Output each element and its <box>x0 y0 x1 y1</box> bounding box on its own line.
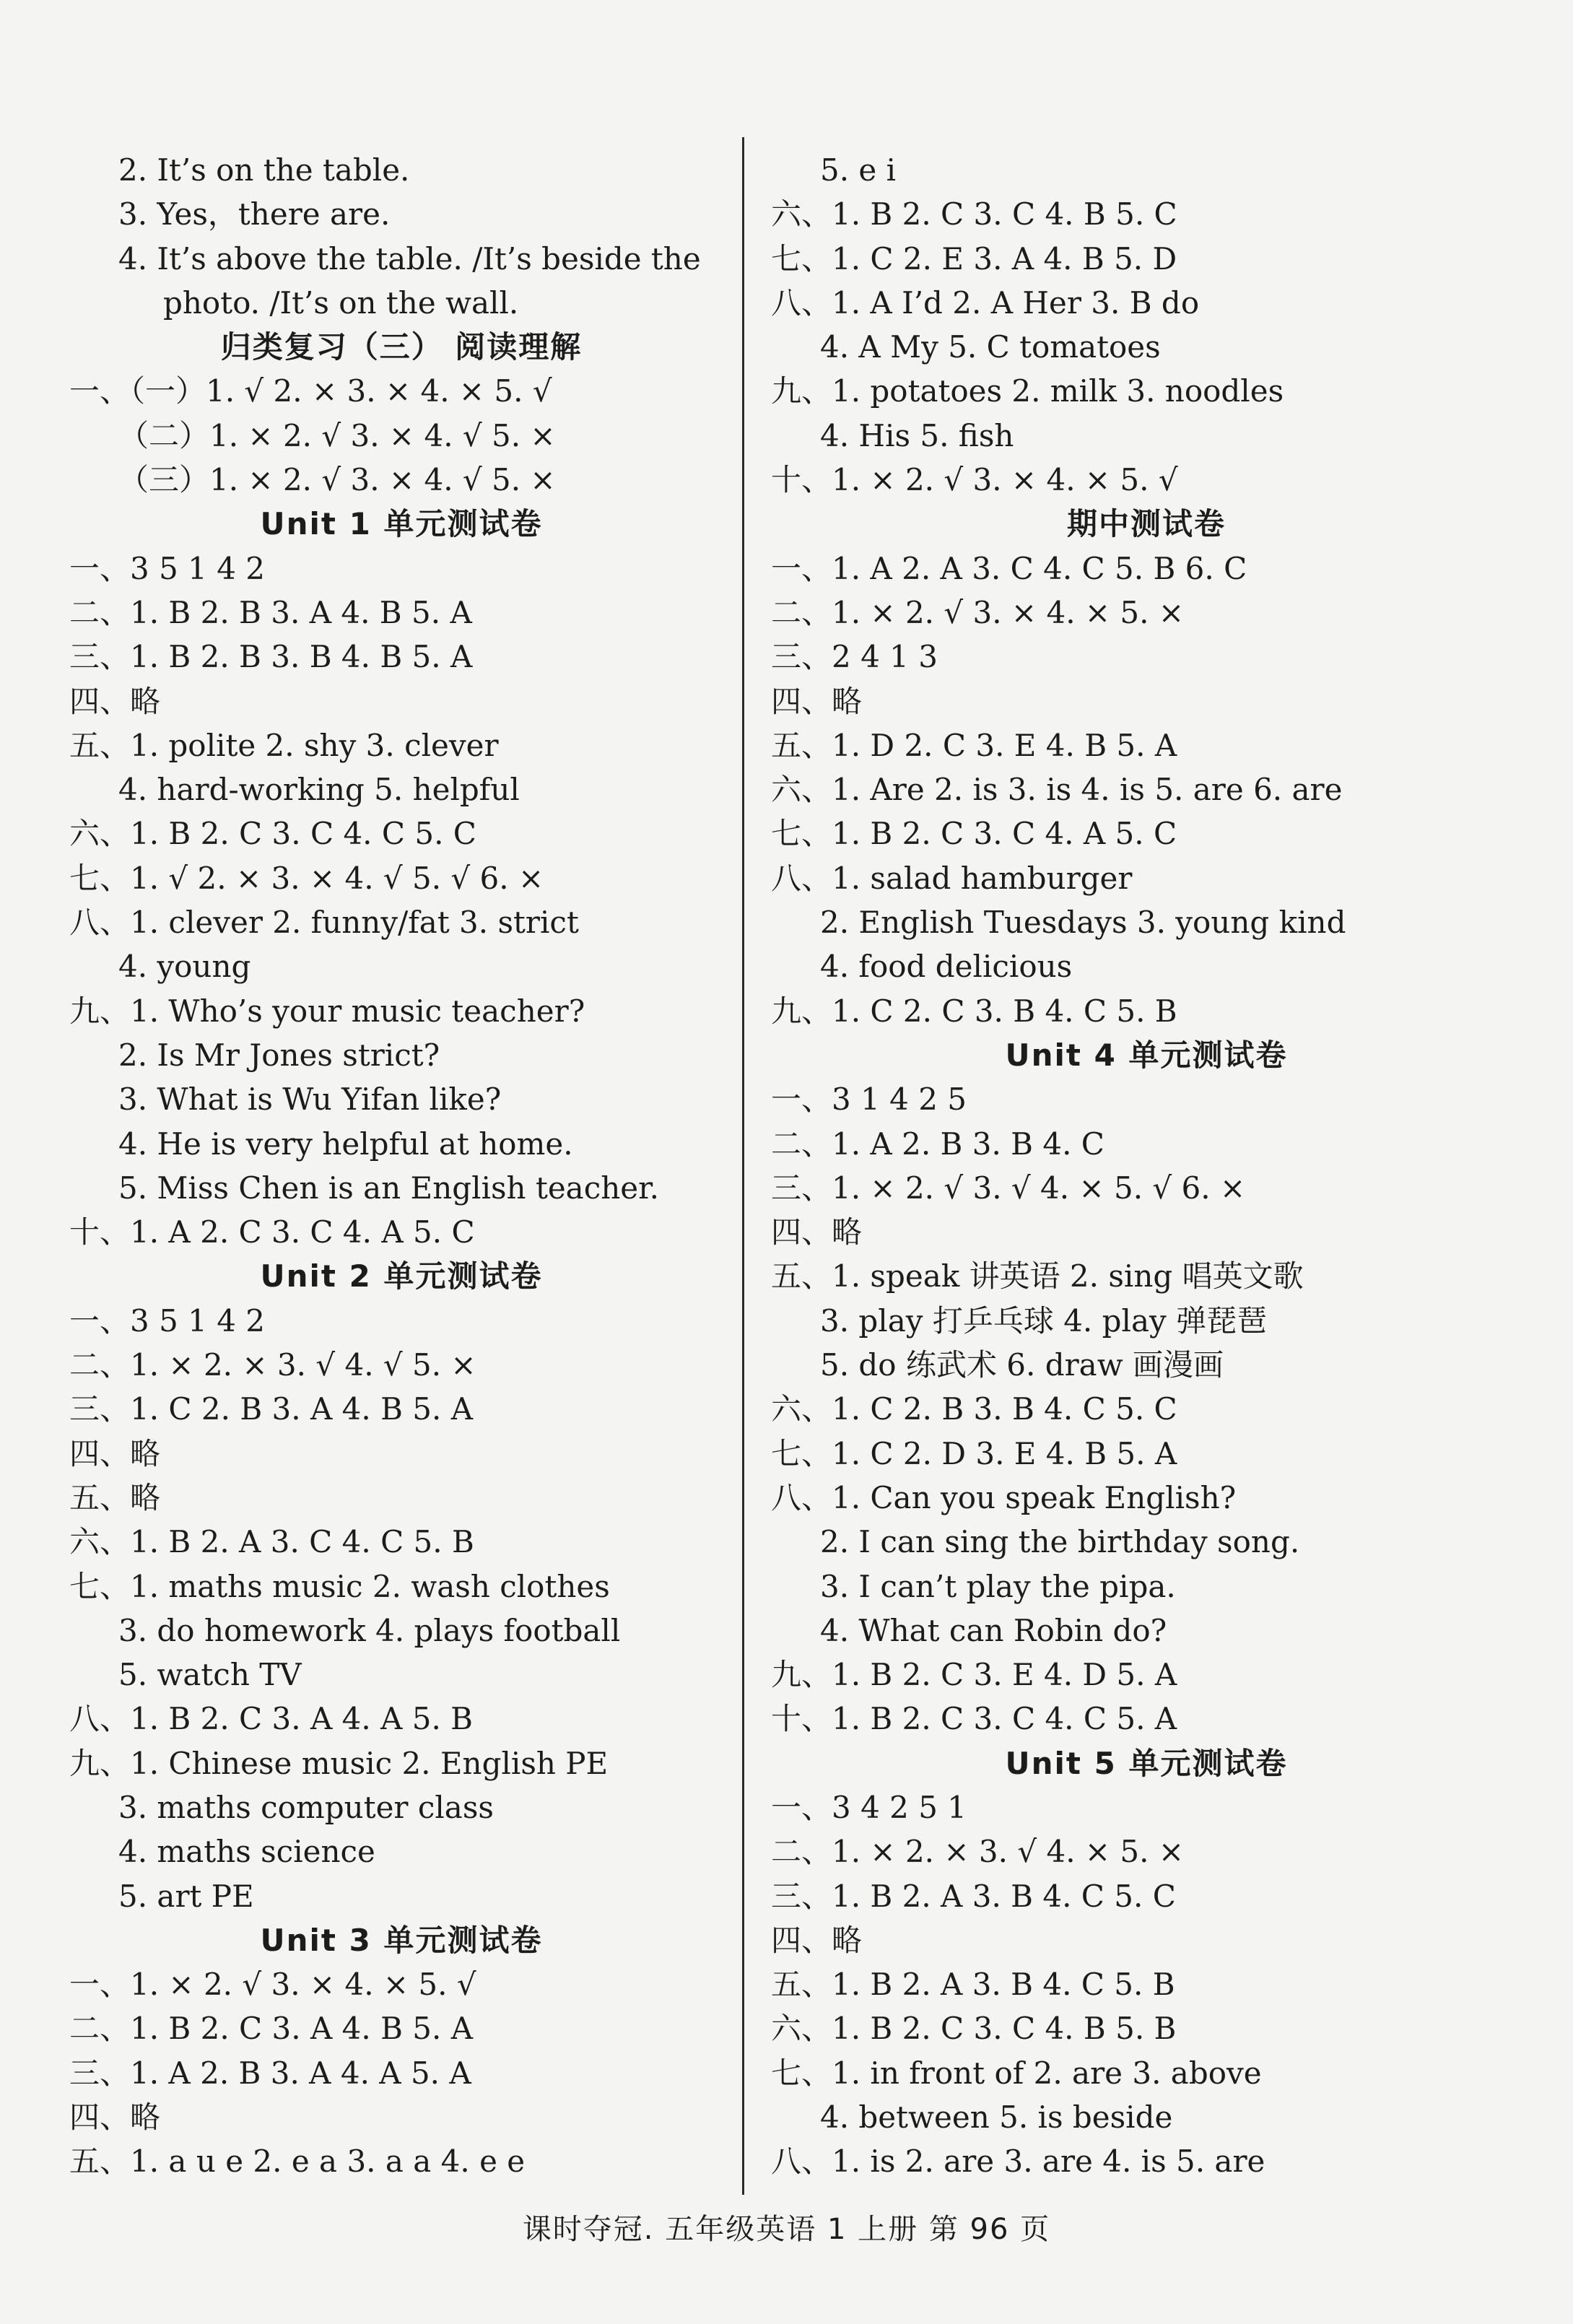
answer-line: 4. young <box>118 949 251 985</box>
answer-line: 一、（一）1. √ 2. × 3. × 4. × 5. √ <box>69 373 552 409</box>
answer-line: 五、1. speak 讲英语 2. sing 唱英文歌 <box>771 1258 1304 1294</box>
section-heading: Unit 4 单元测试卷 <box>1005 1037 1288 1073</box>
answer-line: 四、略 <box>771 1214 863 1250</box>
section-heading: Unit 1 单元测试卷 <box>260 506 543 542</box>
answer-line: 5. Miss Chen is an English teacher. <box>118 1170 659 1206</box>
answer-line: 2. English Tuesdays 3. young kind <box>820 905 1346 941</box>
answer-line: 2. It’s on the table. <box>118 152 410 188</box>
page-footer: 课时夺冠. 五年级英语 1 上册 第 96 页 <box>522 2213 1051 2246</box>
section-heading: Unit 2 单元测试卷 <box>260 1258 543 1294</box>
answer-line: 九、1. potatoes 2. milk 3. noodles <box>771 373 1284 409</box>
answer-line: 4. What can Robin do? <box>820 1612 1167 1648</box>
answer-line: 4. It’s above the table. /It’s beside the <box>118 240 701 277</box>
answer-line: 二、1. × 2. √ 3. × 4. × 5. × <box>771 594 1185 630</box>
answer-line: 三、2 4 1 3 <box>771 639 938 675</box>
answer-line: 二、1. B 2. C 3. A 4. B 5. A <box>69 2011 474 2047</box>
answer-line: 七、1. maths music 2. wash clothes <box>69 1568 610 1604</box>
answer-line: 七、1. √ 2. × 3. × 4. √ 5. √ 6. × <box>69 860 544 896</box>
answer-line: 二、1. × 2. × 3. √ 4. × 5. × <box>771 1834 1185 1870</box>
left-column <box>69 148 733 2184</box>
answer-line: 一、3 1 4 2 5 <box>771 1082 967 1118</box>
answer-line: 十、1. B 2. C 3. C 4. C 5. A <box>771 1701 1177 1737</box>
answer-line: 七、1. C 2. D 3. E 4. B 5. A <box>771 1435 1177 1471</box>
answer-line: 二、1. A 2. B 3. B 4. C <box>771 1126 1104 1162</box>
answer-line: 二、1. B 2. B 3. A 4. B 5. A <box>69 594 472 630</box>
answer-line: 一、3 5 1 4 2 <box>69 550 266 586</box>
answer-line: 十、1. × 2. √ 3. × 4. × 5. √ <box>771 462 1178 498</box>
answer-line: 五、1. polite 2. shy 3. clever <box>69 727 499 763</box>
answer-line: 三、1. B 2. A 3. B 4. C 5. C <box>771 1878 1176 1914</box>
answer-line: 五、略 <box>69 1479 161 1515</box>
answer-line: 3. do homework 4. plays football <box>118 1612 621 1648</box>
answer-line: 5. e i <box>820 152 897 188</box>
answer-line: （二）1. × 2. √ 3. × 4. √ 5. × <box>118 417 556 453</box>
answer-line: 4. maths science <box>118 1834 375 1870</box>
answer-line: 七、1. C 2. E 3. A 4. B 5. D <box>771 240 1177 277</box>
answer-line: 5. do 练武术 6. draw 画漫画 <box>820 1347 1224 1383</box>
answer-line: 4. hard-working 5. helpful <box>118 772 520 808</box>
answer-line: 3. I can’t play the pipa. <box>820 1568 1176 1604</box>
answer-line: 三、1. × 2. √ 3. √ 4. × 5. √ 6. × <box>771 1170 1246 1206</box>
answer-line: 五、1. a u e 2. e a 3. a a 4. e e <box>69 2144 526 2180</box>
answer-line: 一、3 4 2 5 1 <box>771 1789 967 1825</box>
answer-line: 4. He is very helpful at home. <box>118 1126 573 1162</box>
answer-line: 十、1. A 2. C 3. C 4. A 5. C <box>69 1214 475 1250</box>
answer-line: 九、1. Who’s your music teacher? <box>69 993 585 1029</box>
answer-line: 5. watch TV <box>118 1657 302 1693</box>
answer-line: photo. /It’s on the wall. <box>163 284 519 321</box>
answer-line: 九、1. C 2. C 3. B 4. C 5. B <box>771 993 1177 1029</box>
answer-line: 一、1. × 2. √ 3. × 4. × 5. √ <box>69 1967 476 2003</box>
answer-line: 3. What is Wu Yifan like? <box>118 1082 502 1118</box>
answer-line: 3. play 打乒乓球 4. play 弹琵琶 <box>820 1302 1268 1339</box>
answer-line: 六、1. B 2. C 3. C 4. C 5. C <box>69 816 476 852</box>
answer-line: 四、略 <box>69 683 161 719</box>
answer-line: 4. His 5. fish <box>820 417 1014 453</box>
column-divider <box>742 137 744 2195</box>
answer-line: 六、1. C 2. B 3. B 4. C 5. C <box>771 1391 1177 1427</box>
answer-line: 五、1. D 2. C 3. E 4. B 5. A <box>771 727 1177 763</box>
answer-line: 六、1. B 2. C 3. C 4. B 5. B <box>771 2011 1177 2047</box>
section-heading: 归类复习（三） 阅读理解 <box>220 329 583 365</box>
answer-line: 九、1. Chinese music 2. English PE <box>69 1745 609 1781</box>
answer-line: 六、1. Are 2. is 3. is 4. is 5. are 6. are <box>771 772 1343 808</box>
answer-line: 三、1. A 2. B 3. A 4. A 5. A <box>69 2055 471 2091</box>
answer-line: 四、略 <box>771 683 863 719</box>
answer-line: 八、1. salad hamburger <box>771 860 1133 896</box>
answer-line: 三、1. C 2. B 3. A 4. B 5. A <box>69 1391 474 1427</box>
answer-line: 2. Is Mr Jones strict? <box>118 1037 440 1073</box>
answer-line: 五、1. B 2. A 3. B 4. C 5. B <box>771 1967 1175 2003</box>
section-heading: Unit 5 单元测试卷 <box>1005 1745 1288 1781</box>
answer-line: 4. food delicious <box>820 949 1073 985</box>
answer-line: 七、1. in front of 2. are 3. above <box>771 2055 1262 2091</box>
answer-line: 四、略 <box>69 1435 161 1471</box>
answer-line: 三、1. B 2. B 3. B 4. B 5. A <box>69 639 473 675</box>
answer-line: 四、略 <box>771 1922 863 1958</box>
answer-line: 5. art PE <box>118 1878 254 1914</box>
answer-line: 一、1. A 2. A 3. C 4. C 5. B 6. C <box>771 550 1247 586</box>
answer-line: 二、1. × 2. × 3. √ 4. √ 5. × <box>69 1347 476 1383</box>
section-heading: 期中测试卷 <box>1066 506 1226 542</box>
answer-line: 八、1. B 2. C 3. A 4. A 5. B <box>69 1701 474 1737</box>
right-column <box>771 148 1522 2184</box>
answer-line: 4. A My 5. C tomatoes <box>820 329 1161 365</box>
answer-line: 八、1. Can you speak English? <box>771 1479 1237 1515</box>
answer-line: 八、1. clever 2. funny/fat 3. strict <box>69 905 579 941</box>
answer-line: 六、1. B 2. C 3. C 4. B 5. C <box>771 196 1177 232</box>
answer-line: 4. between 5. is beside <box>820 2099 1173 2136</box>
answer-line: 八、1. A I’d 2. A Her 3. B do <box>771 284 1200 321</box>
answer-line: 八、1. is 2. are 3. are 4. is 5. are <box>771 2144 1265 2180</box>
answer-line: 3. Yes，there are. <box>118 196 391 232</box>
answer-line: （三）1. × 2. √ 3. × 4. √ 5. × <box>118 462 556 498</box>
answer-line: 九、1. B 2. C 3. E 4. D 5. A <box>771 1657 1177 1693</box>
answer-line: 四、略 <box>69 2099 161 2136</box>
answer-line: 七、1. B 2. C 3. C 4. A 5. C <box>771 816 1177 852</box>
answer-line: 3. maths computer class <box>118 1789 494 1825</box>
answer-line: 一、3 5 1 4 2 <box>69 1302 266 1339</box>
section-heading: Unit 3 单元测试卷 <box>260 1922 543 1958</box>
answer-line: 六、1. B 2. A 3. C 4. C 5. B <box>69 1524 474 1560</box>
answer-line: 2. I can sing the birthday song. <box>820 1524 1300 1560</box>
